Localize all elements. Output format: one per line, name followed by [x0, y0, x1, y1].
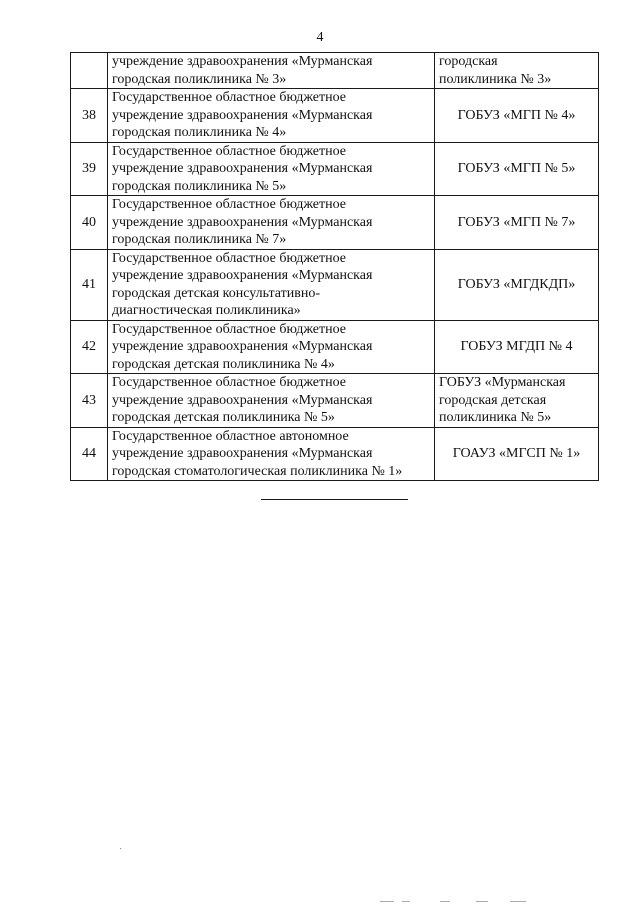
institution-name-line: Государственное областное бюджетное	[112, 321, 347, 337]
institution-name-line: Государственное областное бюджетное	[112, 197, 347, 212]
institution-short-name	[435, 427, 599, 481]
institution-short-name-line: городская детская	[439, 392, 547, 408]
institution-short-name-line: ГОБУЗ «МГП № 4»	[457, 107, 576, 123]
row-number: 44	[71, 427, 108, 481]
institution-name-line: городская поликлиника № 3»	[112, 71, 287, 87]
row-number: 38	[71, 89, 108, 143]
institution-short-name	[435, 53, 599, 89]
institution-name-line: городская поликлиника № 5»	[112, 178, 287, 194]
institution-full-name	[108, 196, 435, 250]
table-row	[71, 249, 599, 320]
row-number: 39	[71, 142, 108, 196]
row-number: 42	[71, 320, 108, 374]
institution-short-name-line: ГОБУЗ «МГДКДП»	[457, 276, 576, 292]
table-row	[71, 53, 599, 89]
table-row	[71, 374, 599, 428]
institution-short-name-line: городская	[439, 54, 498, 69]
institution-name-line: Государственное областное автономное	[112, 428, 349, 444]
institution-full-name	[108, 89, 435, 143]
row-number: 40	[71, 196, 108, 250]
institution-full-name	[108, 249, 435, 320]
institution-full-name	[108, 427, 435, 481]
institution-name-line: учреждение здравоохранения «Мурманская	[112, 107, 373, 123]
institution-name-line: городская детская поликлиника № 5»	[112, 410, 335, 425]
institution-name-line: учреждение здравоохранения «Мурманская	[112, 161, 373, 176]
table-row	[71, 427, 599, 481]
institution-full-name	[108, 53, 435, 89]
institution-name-line: диагностическая поликлиника»	[112, 303, 301, 318]
institution-name-line: городская поликлиника № 7»	[112, 232, 287, 247]
end-separator-line	[261, 499, 408, 500]
table-row	[71, 142, 599, 196]
institution-name-line: городская стоматологическая поликлиника № 1»	[112, 463, 403, 479]
institution-short-name-line: ГОБУЗ МГДП № 4	[460, 339, 573, 354]
institution-name-line: учреждение здравоохранения «Мурманская	[112, 446, 373, 461]
institution-name-line: учреждение здравоохранения «Мурманская	[112, 339, 373, 354]
institution-name-line: учреждение здравоохранения «Мурманская	[112, 392, 373, 408]
institution-short-name	[435, 249, 599, 320]
institution-name-line: Государственное областное бюджетное	[112, 90, 347, 105]
scan-artifact-marks	[380, 901, 530, 903]
table-row	[71, 320, 599, 374]
institution-name-line: учреждение здравоохранения «Мурманская	[112, 268, 373, 283]
row-number: 43	[71, 374, 108, 428]
row-number: 41	[71, 249, 108, 320]
institution-short-name-line: ГОБУЗ «МГП № 7»	[457, 214, 576, 230]
institution-name-line: учреждение здравоохранения «Мурманская	[112, 54, 373, 69]
institution-short-name	[435, 196, 599, 250]
institution-short-name	[435, 142, 599, 196]
institution-short-name	[435, 89, 599, 143]
institution-short-name-line: ГОБУЗ «Мурманская	[439, 375, 566, 390]
institution-name-line: городская детская консультативно-	[112, 285, 321, 301]
institution-full-name	[108, 320, 435, 374]
institution-short-name-line: поликлиника № 5»	[439, 410, 552, 425]
table-row	[71, 196, 599, 250]
institutions-table-body	[71, 53, 599, 481]
institution-name-line: городская поликлиника № 4»	[112, 125, 287, 140]
institution-full-name	[108, 142, 435, 196]
institution-name-line: учреждение здравоохранения «Мурманская	[112, 214, 373, 230]
table-row	[71, 89, 599, 143]
institutions-table	[70, 52, 599, 481]
institution-name-line: Государственное областное бюджетное	[112, 143, 347, 159]
institution-short-name-line: ГОАУЗ «МГСП № 1»	[452, 446, 581, 461]
institution-short-name	[435, 374, 599, 428]
institution-short-name-line: поликлиника № 3»	[439, 71, 552, 87]
row-number	[71, 53, 108, 89]
institution-short-name-line: ГОБУЗ «МГП № 5»	[457, 161, 576, 176]
institution-name-line: Государственное областное бюджетное	[112, 375, 347, 390]
page-number: 4	[316, 30, 324, 45]
institution-name-line: Государственное областное бюджетное	[112, 250, 347, 266]
scan-artifact-dot	[120, 848, 121, 849]
institution-short-name	[435, 320, 599, 374]
institution-full-name	[108, 374, 435, 428]
institution-name-line: городская детская поликлиника № 4»	[112, 356, 335, 372]
